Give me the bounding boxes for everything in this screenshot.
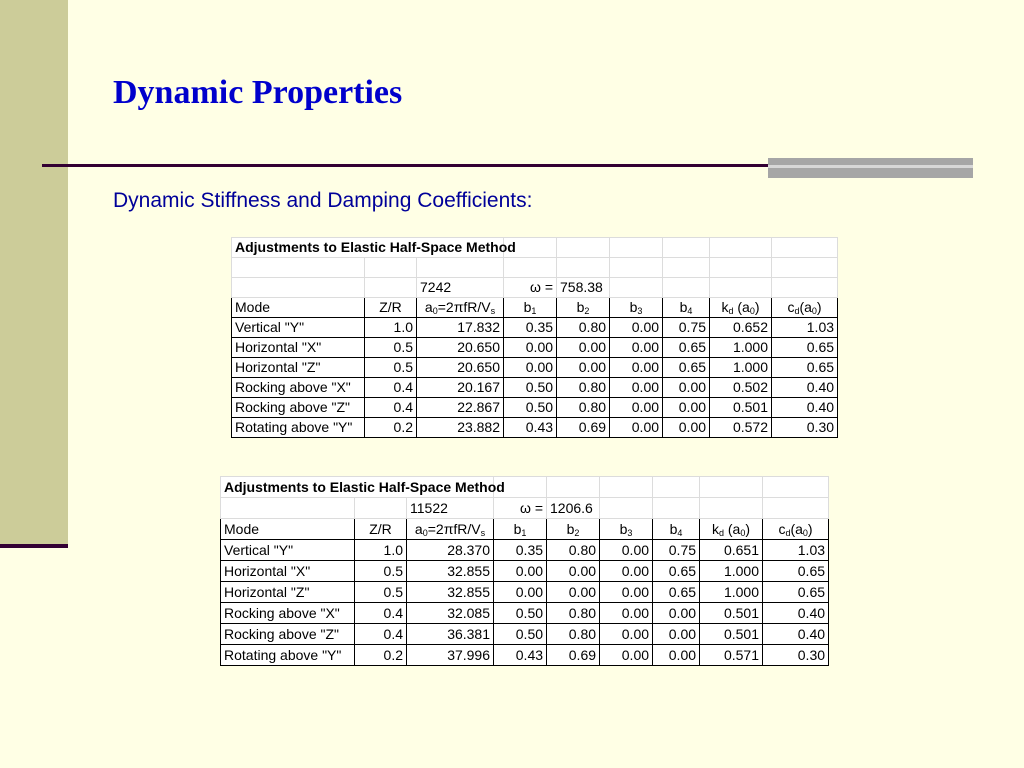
- cell-kd: 1.000: [710, 338, 772, 358]
- cell-b3: 0.00: [610, 318, 663, 338]
- cell-zr: 0.4: [355, 624, 407, 645]
- cell-kd: 0.501: [700, 624, 763, 645]
- cell-b1: 0.50: [494, 624, 547, 645]
- cell-b3: 0.00: [610, 338, 663, 358]
- table-heading: Adjustments to Elastic Half-Space Method: [221, 477, 494, 498]
- cell-b4: 0.65: [653, 561, 700, 582]
- cell-b4: 0.00: [653, 603, 700, 624]
- cell-b3: 0.00: [600, 540, 653, 561]
- table-row: [221, 645, 829, 666]
- table-row: [232, 338, 838, 358]
- slide-title: Dynamic Properties: [113, 74, 403, 111]
- col-header-kd: $k_d$ $(a_0)$: [710, 298, 772, 318]
- cell-mode: Rocking above "Z": [232, 398, 365, 418]
- cell-zr: 0.4: [365, 378, 417, 398]
- cell-kd: 0.652: [710, 318, 772, 338]
- col-header-b3: $b_3$: [600, 519, 653, 540]
- cell-a0: 32.855: [407, 561, 494, 582]
- cell-cd: 0.65: [763, 561, 829, 582]
- col-header-kd: $k_d$ $(a_0)$: [700, 519, 763, 540]
- table-heading-row: [232, 238, 838, 258]
- cell-b4: 0.00: [663, 378, 710, 398]
- cell-b3: 0.00: [610, 398, 663, 418]
- cell-b3: 0.00: [610, 358, 663, 378]
- cell-b4: 0.65: [663, 358, 710, 378]
- omega-value: 758.38: [557, 278, 610, 298]
- cell-b2: 0.69: [557, 418, 610, 438]
- cell-a0: 20.167: [417, 378, 504, 398]
- cell-cd: 0.30: [772, 418, 838, 438]
- header-row: [221, 519, 829, 540]
- table-row: [221, 624, 829, 645]
- parameter-row: [221, 498, 829, 519]
- cell-b1: 0.00: [504, 358, 557, 378]
- cell-a0: 20.650: [417, 338, 504, 358]
- cell-b1: 0.00: [504, 338, 557, 358]
- adjustment-table-2: [220, 476, 829, 666]
- cell-zr: 0.2: [355, 645, 407, 666]
- parameter-row: [232, 278, 838, 298]
- cell-b4: 0.00: [663, 398, 710, 418]
- left-accent-bar: [0, 0, 68, 545]
- table-row: [221, 561, 829, 582]
- cell-mode: Rotating above "Y": [232, 418, 365, 438]
- cell-kd: 1.000: [700, 582, 763, 603]
- title-divider-accent-line: [768, 165, 973, 168]
- cell-mode: Vertical "Y": [232, 318, 365, 338]
- cell-a0: 22.867: [417, 398, 504, 418]
- blank-row: [232, 258, 838, 278]
- cell-b1: 0.50: [504, 378, 557, 398]
- table-row: [232, 398, 838, 418]
- cell-b4: 0.00: [653, 645, 700, 666]
- cell-a0: 37.996: [407, 645, 494, 666]
- cell-zr: 0.2: [365, 418, 417, 438]
- cell-cd: 1.03: [772, 318, 838, 338]
- col-header-b4: $b_4$: [653, 519, 700, 540]
- cell-kd: 1.000: [710, 358, 772, 378]
- cell-b4: 0.65: [653, 582, 700, 603]
- cell-kd: 0.571: [700, 645, 763, 666]
- cell-cd: 1.03: [763, 540, 829, 561]
- cell-b1: 0.00: [494, 561, 547, 582]
- cell-mode: Vertical "Y": [221, 540, 355, 561]
- col-header-b4: $b_4$: [663, 298, 710, 318]
- cell-b1: 0.35: [494, 540, 547, 561]
- cell-a0: 23.882: [417, 418, 504, 438]
- table-heading: Adjustments to Elastic Half-Space Method: [232, 238, 504, 258]
- cell-cd: 0.65: [763, 582, 829, 603]
- cell-zr: 0.5: [365, 338, 417, 358]
- cell-cd: 0.40: [763, 603, 829, 624]
- cell-b4: 0.75: [663, 318, 710, 338]
- cell-b4: 0.75: [653, 540, 700, 561]
- cell-b3: 0.00: [600, 603, 653, 624]
- cell-b2: 0.80: [557, 318, 610, 338]
- title-divider-accent: [768, 158, 973, 178]
- cell-kd: 0.501: [700, 603, 763, 624]
- header-row: [232, 298, 838, 318]
- table-row: [221, 603, 829, 624]
- cell-b2: 0.00: [547, 582, 600, 603]
- cell-zr: 0.5: [355, 561, 407, 582]
- cell-zr: 0.4: [355, 603, 407, 624]
- cell-a0: 36.381: [407, 624, 494, 645]
- col-header-a0: $a_0=2\pi fR/V_s$: [407, 519, 494, 540]
- cell-mode: Horizontal "Z": [232, 358, 365, 378]
- cell-kd: 1.000: [700, 561, 763, 582]
- cell-kd: 0.651: [700, 540, 763, 561]
- cell-b2: 0.80: [557, 378, 610, 398]
- table-row: [221, 540, 829, 561]
- cell-b1: 0.00: [494, 582, 547, 603]
- table-heading-row: [221, 477, 829, 498]
- cell-b3: 0.00: [600, 624, 653, 645]
- cell-mode: Horizontal "Z": [221, 582, 355, 603]
- adjustment-table-1: [231, 237, 838, 438]
- cell-cd: 0.30: [763, 645, 829, 666]
- cell-b2: 0.80: [557, 398, 610, 418]
- cell-b4: 0.65: [663, 338, 710, 358]
- cell-b1: 0.50: [494, 603, 547, 624]
- cell-b1: 0.43: [494, 645, 547, 666]
- cell-cd: 0.65: [772, 338, 838, 358]
- cell-b3: 0.00: [600, 582, 653, 603]
- cell-a0: 32.085: [407, 603, 494, 624]
- col-header-b3: $b_3$: [610, 298, 663, 318]
- col-header-mode: Mode: [232, 298, 365, 318]
- cell-b1: 0.35: [504, 318, 557, 338]
- col-header-b1: $b_1$: [494, 519, 547, 540]
- cell-zr: 1.0: [355, 540, 407, 561]
- cell-b1: 0.50: [504, 398, 557, 418]
- cell-mode: Rocking above "X": [232, 378, 365, 398]
- cell-zr: 0.4: [365, 398, 417, 418]
- slide-subtitle: Dynamic Stiffness and Damping Coefficients:: [113, 189, 533, 212]
- cell-zr: 0.5: [355, 582, 407, 603]
- cell-zr: 1.0: [365, 318, 417, 338]
- cell-b3: 0.00: [610, 418, 663, 438]
- cell-b2: 0.00: [557, 358, 610, 378]
- param-value: 11522: [407, 498, 494, 519]
- cell-b3: 0.00: [610, 378, 663, 398]
- table-row: [232, 378, 838, 398]
- cell-mode: Rocking above "X": [221, 603, 355, 624]
- cell-a0: 28.370: [407, 540, 494, 561]
- col-header-mode: Mode: [221, 519, 355, 540]
- cell-cd: 0.40: [772, 378, 838, 398]
- cell-b2: 0.00: [557, 338, 610, 358]
- omega-label: ω =: [504, 278, 557, 298]
- cell-kd: 0.572: [710, 418, 772, 438]
- param-value: 7242: [417, 278, 504, 298]
- left-accent-underline: [0, 544, 68, 548]
- cell-mode: Horizontal "X": [221, 561, 355, 582]
- omega-value: 1206.6: [547, 498, 600, 519]
- col-header-a0: $a_0=2\pi fR/V_s$: [417, 298, 504, 318]
- cell-b3: 0.00: [600, 645, 653, 666]
- cell-b2: 0.69: [547, 645, 600, 666]
- omega-label: ω =: [494, 498, 547, 519]
- cell-b2: 0.80: [547, 603, 600, 624]
- cell-b4: 0.00: [653, 624, 700, 645]
- cell-mode: Horizontal "X": [232, 338, 365, 358]
- cell-b4: 0.00: [663, 418, 710, 438]
- title-divider: [42, 164, 770, 167]
- cell-cd: 0.65: [772, 358, 838, 378]
- cell-kd: 0.502: [710, 378, 772, 398]
- col-header-cd: $c_d(a_0)$: [763, 519, 829, 540]
- cell-mode: Rocking above "Z": [221, 624, 355, 645]
- cell-b2: 0.00: [547, 561, 600, 582]
- cell-zr: 0.5: [365, 358, 417, 378]
- cell-a0: 32.855: [407, 582, 494, 603]
- cell-a0: 20.650: [417, 358, 504, 378]
- cell-b2: 0.80: [547, 540, 600, 561]
- table-row: [232, 318, 838, 338]
- table-row: [232, 358, 838, 378]
- cell-b1: 0.43: [504, 418, 557, 438]
- table-row: [232, 418, 838, 438]
- cell-b3: 0.00: [600, 561, 653, 582]
- col-header-zr: Z/R: [365, 298, 417, 318]
- col-header-cd: $c_d(a_0)$: [772, 298, 838, 318]
- cell-cd: 0.40: [763, 624, 829, 645]
- cell-b2: 0.80: [547, 624, 600, 645]
- cell-a0: 17.832: [417, 318, 504, 338]
- cell-mode: Rotating above "Y": [221, 645, 355, 666]
- table-row: [221, 582, 829, 603]
- col-header-b2: $b_2$: [547, 519, 600, 540]
- col-header-b1: $b_1$: [504, 298, 557, 318]
- cell-kd: 0.501: [710, 398, 772, 418]
- col-header-zr: Z/R: [355, 519, 407, 540]
- cell-cd: 0.40: [772, 398, 838, 418]
- col-header-b2: $b_2$: [557, 298, 610, 318]
